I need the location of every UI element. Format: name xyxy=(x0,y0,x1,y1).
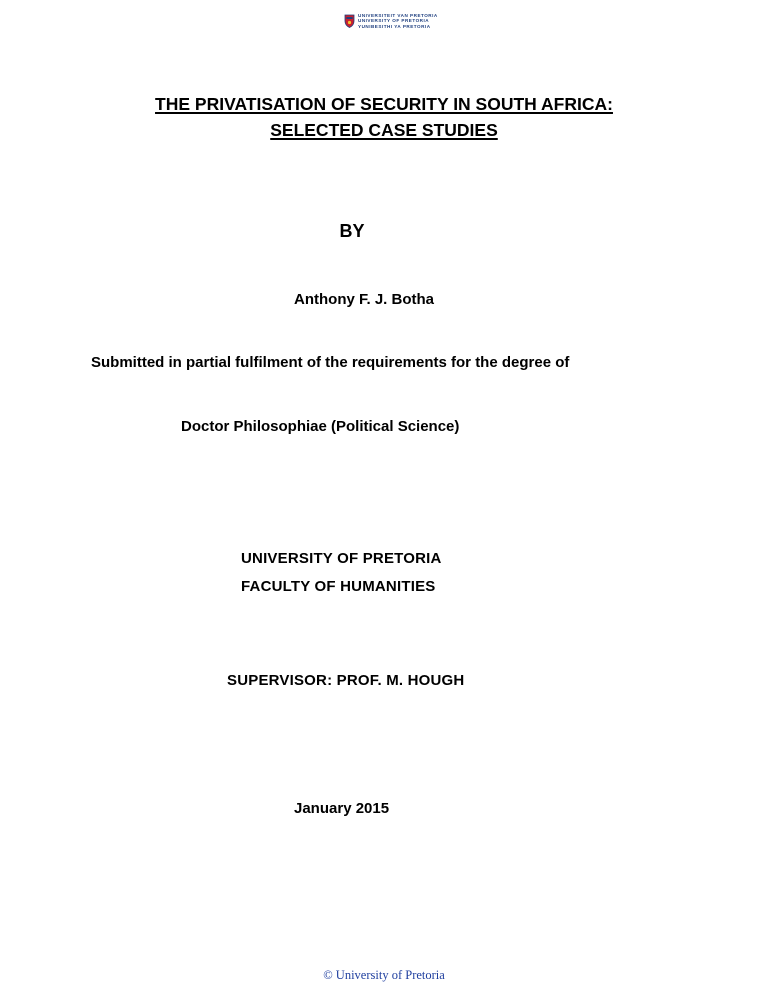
thesis-title-line-1: THE PRIVATISATION OF SECURITY IN SOUTH AFRICA: xyxy=(155,94,613,114)
thesis-title xyxy=(0,91,768,143)
logo-text xyxy=(358,13,438,29)
institution-block xyxy=(241,545,442,601)
logo-line: UNIVERSITEIT VAN PRETORIA xyxy=(358,13,438,19)
university-crest-icon xyxy=(344,14,355,28)
faculty-name: FACULTY OF HUMANITIES xyxy=(241,578,436,595)
supervisor-line: SUPERVISOR: PROF. M. HOUGH xyxy=(227,672,465,689)
submission-statement: Submitted in partial fulfilment of the requirements for the degree of xyxy=(91,354,570,371)
copyright-footer: © University of Pretoria xyxy=(323,968,445,982)
logo-line: UNIVERSITY OF PRETORIA xyxy=(358,18,430,24)
submission-date: January 2015 xyxy=(294,800,390,817)
degree-name: Doctor Philosophiae (Political Science) xyxy=(181,418,460,435)
university-name: UNIVERSITY OF PRETORIA xyxy=(241,550,442,567)
university-logo xyxy=(344,10,438,32)
by-label: BY xyxy=(339,221,365,241)
logo-line: YUNIBESITHI YA PRETORIA xyxy=(358,23,431,29)
thesis-title-line-2: SELECTED CASE STUDIES xyxy=(270,120,498,140)
author-name: Anthony F. J. Botha xyxy=(294,291,434,308)
